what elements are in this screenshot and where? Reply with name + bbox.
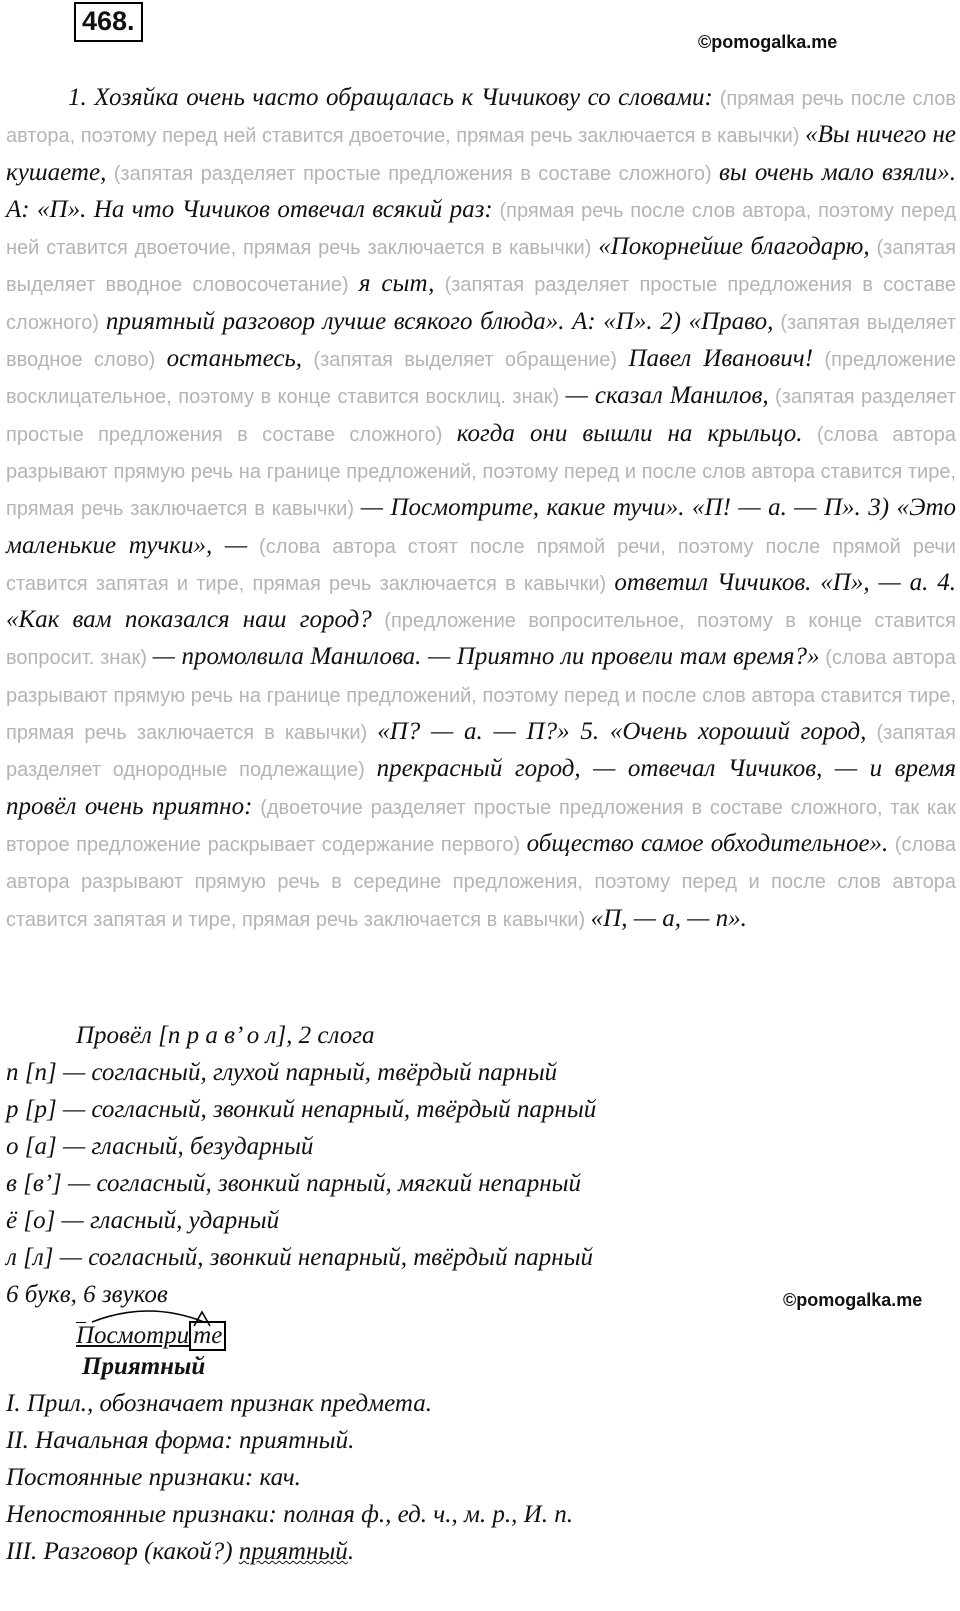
punctuation-comment: (предложение восклицательное, поэтому в конце ставится восклиц. знак) — [6, 349, 957, 409]
quoted-text: вы очень мало взяли». А: «П». На что Чичиков отвечал всякий раз: — [6, 158, 957, 223]
phonetic-line: ё [о] — гласный, ударный — [6, 1207, 280, 1234]
quoted-text: «П, — а, — п». — [590, 904, 747, 932]
quoted-text: — сказал Манилов, — [565, 382, 769, 410]
phonetic-line: л [л] — согласный, звонкий непарный, твёрдый парный — [6, 1244, 594, 1271]
phonetic-line: п [п] — согласный, глухой парный, твёрдый парный — [6, 1059, 558, 1086]
morph-syntax-word: приятный — [238, 1538, 348, 1565]
punctuation-comment: (запятая разделяет простые предложения в составе сложного) — [106, 162, 720, 185]
punctuation-comment: (запятая разделяет простые предложения в составе сложного) — [6, 386, 956, 446]
quoted-text: «Покорнейше благодарю, — [598, 233, 870, 261]
quoted-text: приятный разговор лучше всякого блюда». А: «П». 2) «Право, — [105, 307, 774, 335]
morph-line: Непостоянные признаки: полная ф., ед. ч., м. р., И. п. — [6, 1501, 573, 1528]
morph-line: Постоянные признаки: кач. — [6, 1464, 301, 1491]
quoted-text: «Вы ничего не кушаете, — [6, 121, 956, 186]
quoted-text: когда они вышли на крыльцо. — [456, 419, 803, 447]
phonetic-line: о [а] — гласный, безударный — [6, 1133, 314, 1160]
punctuation-comment: (двоеточие разделяет простые предложения в составе сложного, так как второе предложение раскрывает содержание первого) — [6, 796, 956, 856]
quoted-text: я сыт, — [358, 270, 435, 298]
morph-line: I. Прил., обозначает признак предмета. — [6, 1390, 432, 1417]
punctuation-comment: (слова автора разрывают прямую речь на границе предложений, поэтому перед и после слов автора ставится тире, прямая речь заключается в кавычки) — [6, 423, 956, 521]
phonetic-header: Провёл [п р а в’ о л], 2 слога — [76, 1022, 375, 1049]
morph-syntax-prefix: III. Разговор (какой?) — [6, 1538, 239, 1565]
root-arc-mark — [88, 1306, 208, 1324]
word-stem: Посмотри — [76, 1322, 190, 1349]
quoted-text: останьтесь, — [166, 345, 303, 373]
quoted-text: 1. Хозяйка очень часто обращалась к Чичикову со словами: — [68, 84, 713, 111]
quoted-text: ответил Чичиков. «П», — а. 4. «Как вам показался наш город? — [6, 568, 956, 634]
punctuation-comment: (запятая разделяет однородные подлежащие) — [6, 722, 956, 782]
punctuation-comment: (запятая разделяет простые предложения в составе сложного) — [6, 274, 956, 334]
morph-title: Приятный — [82, 1353, 206, 1380]
phonetic-line: в [в’] — согласный, звонкий парный, мягкий непарный — [6, 1170, 582, 1197]
suffix-mark — [192, 1308, 212, 1348]
quoted-text: Павел Иванович! — [628, 345, 814, 373]
word-ending: те — [189, 1321, 226, 1351]
morph-line-syntax — [6, 1533, 946, 1570]
quoted-text: «П? — а. — П?» 5. «Очень хороший город, — [377, 718, 867, 746]
morph-line: II. Начальная форма: приятный. — [6, 1427, 355, 1454]
punctuation-comment: (слова автора разрывают прямую речь в середине предложения, поэтому перед и после слов автора ставится запятая и тире, прямая речь заключается в кавычки) — [6, 833, 957, 931]
quoted-text: — Посмотрите, какие тучи». «П! — а. — П». 3) «Это маленькие тучки», — — [6, 494, 956, 559]
quoted-text: — промолвила Манилова. — Приятно ли провели там время?» — [152, 643, 820, 671]
answer-paragraph — [6, 80, 956, 938]
phonetic-analysis — [6, 1017, 946, 1313]
prefix-mark — [76, 1322, 86, 1351]
exercise-number: 468. — [74, 2, 143, 42]
punctuation-comment: (запятая выделяет вводное словосочетание) — [6, 237, 956, 297]
punctuation-comment: (прямая речь после слов автора, поэтому перед ней ставится двоеточие, прямая речь заключается в кавычки) — [6, 88, 956, 148]
watermark-bottom: ©pomogalka.me — [783, 1290, 923, 1310]
punctuation-comment: (предложение вопросительное, поэтому в конце ставится вопросит. знак) — [6, 610, 956, 670]
word-composition — [76, 1320, 226, 1352]
morphological-analysis — [6, 1385, 946, 1570]
watermark-top: ©pomogalka.me — [698, 32, 838, 52]
punctuation-comment: (слова автора стоят после прямой речи, поэтому после прямой речи ставится запятая и тире, прямая речь заключается в кавычки) — [6, 535, 956, 595]
quoted-text: общество самое обходительное». — [526, 829, 889, 857]
punctuation-comment: (запятая выделяет обращение) — [302, 349, 629, 372]
morph-syntax-suffix: . — [347, 1538, 355, 1565]
phonetic-summary: 6 букв, 6 звуков — [6, 1281, 168, 1308]
quoted-text: прекрасный город, — отвечал Чичиков, — и время провёл очень приятно: — [6, 755, 956, 820]
phonetic-line: р [р] — согласный, звонкий непарный, твёрдый парный — [6, 1096, 597, 1123]
punctuation-comment: (запятая выделяет вводное слово) — [6, 311, 956, 372]
punctuation-comment: (слова автора разрывают прямую речь на границе предложений, поэтому перед и после слов автора ставится тире, прямая речь заключается в кавычки) — [6, 647, 956, 745]
punctuation-comment: (прямая речь после слов автора, поэтому перед ней ставится двоеточие, прямая речь заключается в кавычки) — [6, 199, 956, 260]
main-text — [6, 80, 956, 938]
